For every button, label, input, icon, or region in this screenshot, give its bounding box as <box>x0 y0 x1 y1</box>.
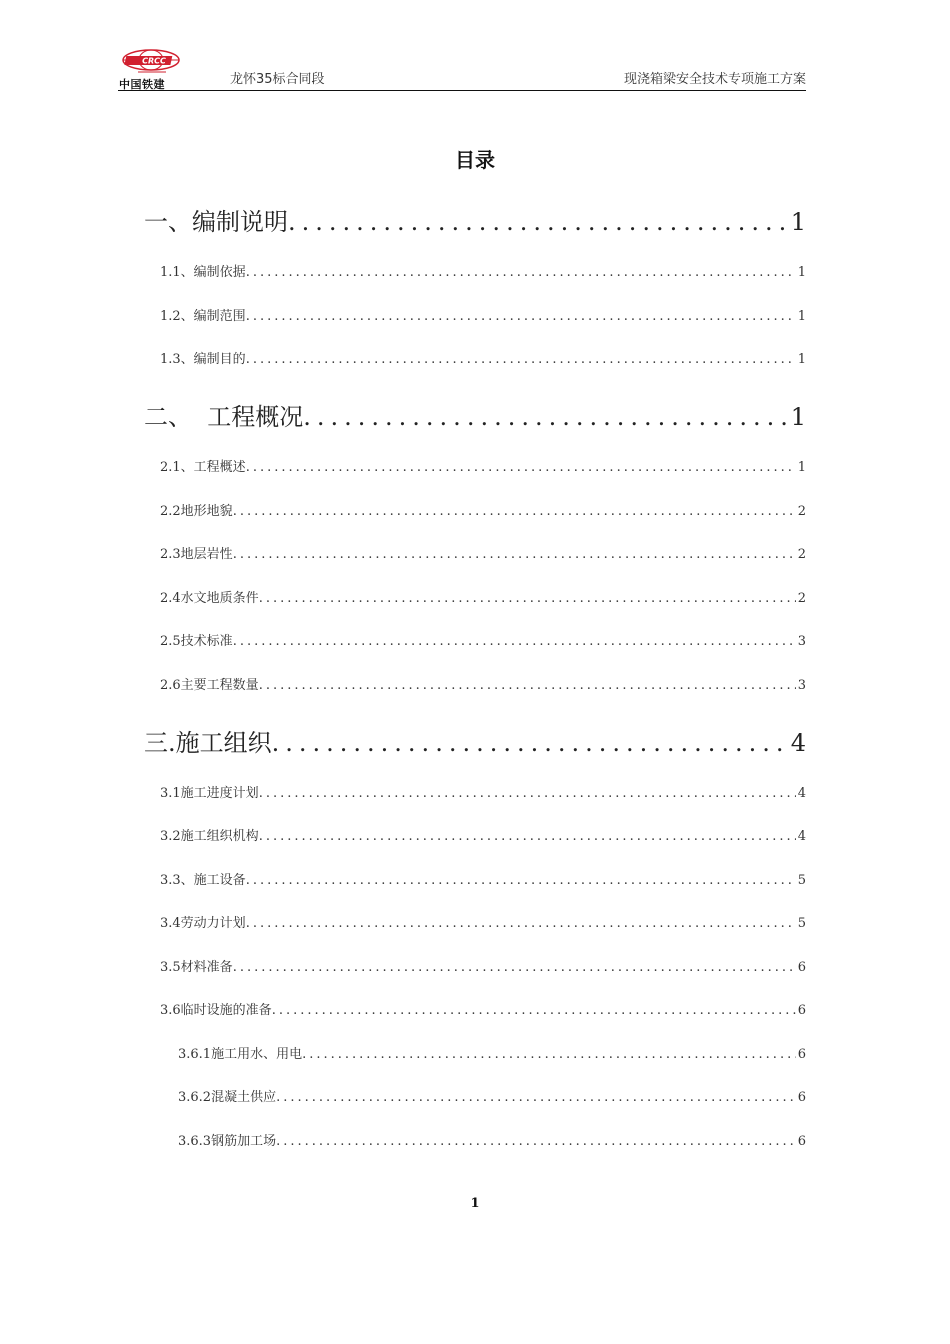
toc-entry-level3[interactable] <box>178 1043 806 1062</box>
toc-entry-label: 3.6.2混凝土供应 <box>178 1090 277 1105</box>
toc-entry-page: 5 <box>797 873 806 888</box>
header-project-name: 龙怀35标合同段 <box>230 72 325 87</box>
toc-leader <box>259 786 796 801</box>
toc-entry-page: 6 <box>797 960 806 975</box>
toc-entry-page: 1 <box>790 403 806 431</box>
toc-entry-page: 4 <box>797 786 806 801</box>
toc-entry-label: 2.2地形地貌 <box>160 504 233 519</box>
toc-entry-page: 2 <box>797 547 806 562</box>
toc-entry-page: 1 <box>797 352 806 367</box>
toc-entry-level2[interactable] <box>160 500 806 519</box>
toc-leader <box>233 504 796 519</box>
toc-entry-level2[interactable] <box>160 305 806 324</box>
toc-entry-page: 6 <box>797 1047 806 1062</box>
toc-leader <box>246 460 796 475</box>
toc-leader <box>233 960 796 975</box>
toc-leader <box>276 1090 796 1105</box>
toc-entry-label: 3.1施工进度计划 <box>160 786 259 801</box>
toc-entry-level2[interactable] <box>160 869 806 888</box>
toc-entry-level2[interactable] <box>160 674 806 693</box>
toc-entry-label: 3.4劳动力计划 <box>160 916 246 931</box>
toc-entry-level1[interactable] <box>144 723 806 758</box>
toc-entry-level2[interactable] <box>160 543 806 562</box>
logo-text: 中国铁建 <box>119 78 165 91</box>
toc-entry-label: 2.4水文地质条件 <box>160 591 259 606</box>
toc-leader <box>288 208 789 236</box>
toc-leader <box>259 678 796 693</box>
toc-entry-page: 5 <box>797 916 806 931</box>
toc-entry-label: 1.3、编制目的 <box>160 352 246 367</box>
toc-leader <box>259 829 796 844</box>
toc-entry-page: 1 <box>797 265 806 280</box>
toc-entry-page: 1 <box>797 460 806 475</box>
toc-entry-level2[interactable] <box>160 261 806 280</box>
toc-entry-page: 3 <box>797 634 806 649</box>
toc-entry-page: 2 <box>797 591 806 606</box>
toc-leader <box>272 729 789 757</box>
toc-leader <box>303 403 788 431</box>
page-header <box>118 48 806 91</box>
toc-entry-level2[interactable] <box>160 348 806 367</box>
toc-leader <box>246 916 796 931</box>
toc-entry-label: 1.1、编制依据 <box>160 265 246 280</box>
toc-entry-label: 3.3、施工设备 <box>160 873 246 888</box>
toc-entry-level2[interactable] <box>160 999 806 1018</box>
toc-entry-level2[interactable] <box>160 630 806 649</box>
toc-leader <box>272 1003 796 1018</box>
toc-leader <box>259 591 796 606</box>
toc-entry-label: 1.2、编制范围 <box>160 309 246 324</box>
toc-entry-level1[interactable] <box>144 397 806 432</box>
toc-leader <box>233 547 796 562</box>
toc-entry-level2[interactable] <box>160 782 806 801</box>
toc-entry-level2[interactable] <box>160 956 806 975</box>
toc-entry-label: 3.6.3钢筋加工场 <box>178 1134 277 1149</box>
toc-title: 目录 <box>455 148 495 172</box>
toc-entry-level3[interactable] <box>178 1130 806 1149</box>
toc-entry-page: 1 <box>797 309 806 324</box>
toc-entry-level2[interactable] <box>160 587 806 606</box>
toc-entry-page: 2 <box>797 504 806 519</box>
toc-leader <box>246 352 796 367</box>
toc-entry-label: 3.6.1施工用水、用电 <box>178 1047 303 1062</box>
toc-entry-page: 4 <box>790 729 806 757</box>
header-document-title: 现浇箱梁安全技术专项施工方案 <box>623 72 806 87</box>
toc-entry-label: 一、编制说明 <box>144 208 288 236</box>
toc-leader <box>246 265 796 280</box>
toc-entry-label: 3.6临时设施的准备 <box>160 1003 272 1018</box>
logo-mark: CRCC <box>142 56 166 66</box>
toc-entry-label: 2.6主要工程数量 <box>160 678 259 693</box>
toc-leader <box>302 1047 796 1062</box>
toc-leader <box>246 873 796 888</box>
toc-entry-page: 3 <box>797 678 806 693</box>
toc-leader <box>276 1134 796 1149</box>
toc-entry-page: 6 <box>797 1003 806 1018</box>
toc-entry-label: 2.5技术标准 <box>160 634 233 649</box>
page-number: 1 <box>470 1196 480 1211</box>
toc-entry-label: 3.2施工组织机构 <box>160 829 259 844</box>
toc-leader <box>246 309 796 324</box>
toc-entry-level1[interactable] <box>144 202 806 237</box>
toc-entry-label: 2.3地层岩性 <box>160 547 233 562</box>
toc-entry-label: 3.5材料准备 <box>160 960 233 975</box>
toc-entry-page: 6 <box>797 1134 806 1149</box>
toc-entry-level3[interactable] <box>178 1086 806 1105</box>
toc-entry-level2[interactable] <box>160 456 806 475</box>
toc-leader <box>233 634 796 649</box>
toc-entry-page: 1 <box>790 208 806 236</box>
toc-entry-level2[interactable] <box>160 825 806 844</box>
toc-entry-level2[interactable] <box>160 912 806 931</box>
toc-entry-label: 二、 工程概况 <box>144 403 304 431</box>
toc-entry-label: 三.施工组织 <box>144 729 272 757</box>
toc-entry-page: 4 <box>797 829 806 844</box>
toc-entry-page: 6 <box>797 1090 806 1105</box>
toc-entry-label: 2.1、工程概述 <box>160 460 246 475</box>
